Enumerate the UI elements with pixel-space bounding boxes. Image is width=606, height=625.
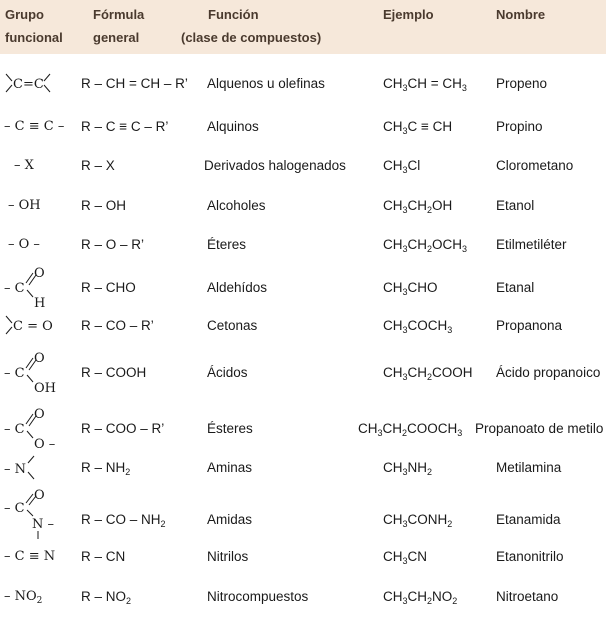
table-row (0, 588, 606, 608)
funcion: Ésteres (207, 421, 253, 436)
formula-general: R – CO – R’ (81, 318, 154, 333)
table-row (0, 459, 606, 479)
table-row (0, 488, 606, 532)
table-row (0, 548, 606, 568)
funcion: Aldehídos (207, 280, 268, 295)
funcion: Amidas (207, 512, 253, 527)
header-ejemplo: Ejemplo (383, 7, 434, 22)
functional-group: – OH (8, 198, 41, 213)
svg-text:N –: N – (32, 517, 55, 532)
table-row (0, 317, 606, 337)
funcion: Alquenos u olefinas (207, 76, 325, 91)
formula-general: R – OH (81, 198, 127, 213)
svg-text:H: H (34, 296, 46, 311)
functional-group: – O – (8, 237, 40, 252)
svg-text:O –: O – (34, 437, 56, 452)
ejemplo: $CH_3CH_2NO_2$ (383, 589, 458, 606)
formula-general: R – X (81, 158, 115, 173)
ejemplo: $CH_3CN$ (383, 549, 428, 566)
header-funcion-line1: Función (208, 7, 259, 22)
nombre: Etanol (496, 198, 535, 213)
aldehyde-group-structure (2, 265, 62, 311)
alkene-group-structure (2, 72, 72, 96)
formula-general: R – O – R’ (81, 237, 145, 252)
svg-text:– C: – C (4, 366, 25, 381)
nombre: Etanamida (496, 512, 561, 527)
header-formula-line2: general (93, 30, 140, 45)
ejemplo: $CH_3CH_2COOCH_3$ (358, 421, 463, 438)
table-row (0, 197, 606, 217)
table-header (0, 0, 606, 54)
svg-text:O: O (34, 266, 45, 281)
formula-general: R – CHO (81, 280, 136, 295)
ketone-group-structure (2, 314, 62, 338)
funcion: Nitrocompuestos (207, 589, 309, 604)
ejemplo: $CH_3CH_2OH$ (383, 198, 453, 215)
svg-text:– C: – C (4, 281, 25, 296)
formula-general: R – CN (81, 549, 126, 564)
funcion: Ácidos (207, 365, 248, 380)
svg-text:– C: – C (4, 422, 25, 437)
svg-text:– C: – C (4, 501, 25, 516)
functional-group: – $NO_2$ (4, 589, 43, 606)
formula-general: R – CH = CH – R’ (81, 76, 188, 91)
ejemplo: $CH_3COCH_3$ (383, 318, 453, 335)
svg-text:C = O: C = O (13, 319, 53, 334)
nombre: Etanal (496, 280, 535, 295)
ester-group-structure (2, 406, 62, 452)
functional-group: – C ≡ C – (4, 119, 65, 134)
nombre: Clorometano (496, 158, 574, 173)
formula-general: R – COO – R’ (81, 421, 165, 436)
amine-group-structure (2, 453, 62, 483)
ejemplo: $CH_3C$ ≡ CH (383, 119, 453, 136)
nombre: Propino (496, 119, 543, 134)
table-row (0, 351, 606, 396)
formula-general: R – $NH_2$ (81, 460, 131, 477)
ejemplo: $CH_3CHO$ (383, 280, 438, 297)
nombre: Nitroetano (496, 589, 559, 604)
svg-text:– N: – N (4, 462, 27, 477)
formula-general: R – $NO_2$ (81, 589, 132, 606)
header-grupo-line2: funcional (5, 30, 63, 45)
svg-text:O: O (34, 488, 45, 503)
funcion: Derivados halogenados (204, 158, 346, 173)
funcion: Cetonas (207, 318, 258, 333)
nombre: Propanoato de metilo (475, 421, 604, 436)
ejemplo: $CH_3Cl$ (383, 158, 421, 175)
nombre: Metilamina (496, 460, 562, 475)
table-row (0, 118, 606, 138)
header-formula-line1: Fórmula (93, 7, 145, 22)
formula-general: R – CO – $NH_2$ (81, 512, 166, 529)
functional-group: – X (14, 158, 34, 173)
nombre: Propanona (496, 318, 563, 333)
formula-general: R – COOH (81, 365, 147, 380)
funcion: Éteres (207, 237, 247, 252)
functional-group: – C ≡ N (4, 549, 56, 564)
table-row (0, 157, 606, 177)
ejemplo: $CH_3CH_2OCH_3$ (383, 237, 468, 254)
ejemplo: $CH_3CH = CH_3$ (383, 76, 467, 93)
carboxylic-acid-group-structure (2, 350, 62, 396)
funcion: Alcoholes (207, 198, 266, 213)
funcion: Nitrilos (207, 549, 249, 564)
funcion: Alquinos (207, 119, 259, 134)
ejemplo: $CH_3CONH_2$ (383, 512, 453, 529)
svg-text:O: O (34, 407, 45, 422)
nombre: Etanonitrilo (496, 549, 564, 564)
svg-text:C=C: C=C (13, 77, 44, 92)
formula-general: R – C ≡ C – R’ (81, 119, 169, 134)
nombre: Ácido propanoico (496, 365, 601, 380)
table-row (0, 75, 606, 95)
svg-text:O: O (34, 351, 45, 366)
table-row (0, 236, 606, 256)
nombre: Propeno (496, 76, 548, 91)
header-funcion-line2: (clase de compuestos) (181, 30, 322, 45)
svg-text:OH: OH (34, 381, 56, 396)
nombre: Etilmetiléter (496, 237, 567, 252)
table-row (0, 407, 606, 452)
ejemplo: $CH_3CH_2COOH$ (383, 365, 473, 382)
table-row (0, 266, 606, 311)
header-nombre: Nombre (496, 7, 546, 22)
amide-group-structure (2, 489, 62, 541)
header-grupo-line1: Grupo (5, 7, 44, 22)
funcion: Aminas (207, 460, 253, 475)
ejemplo: $CH_3NH_2$ (383, 460, 433, 477)
